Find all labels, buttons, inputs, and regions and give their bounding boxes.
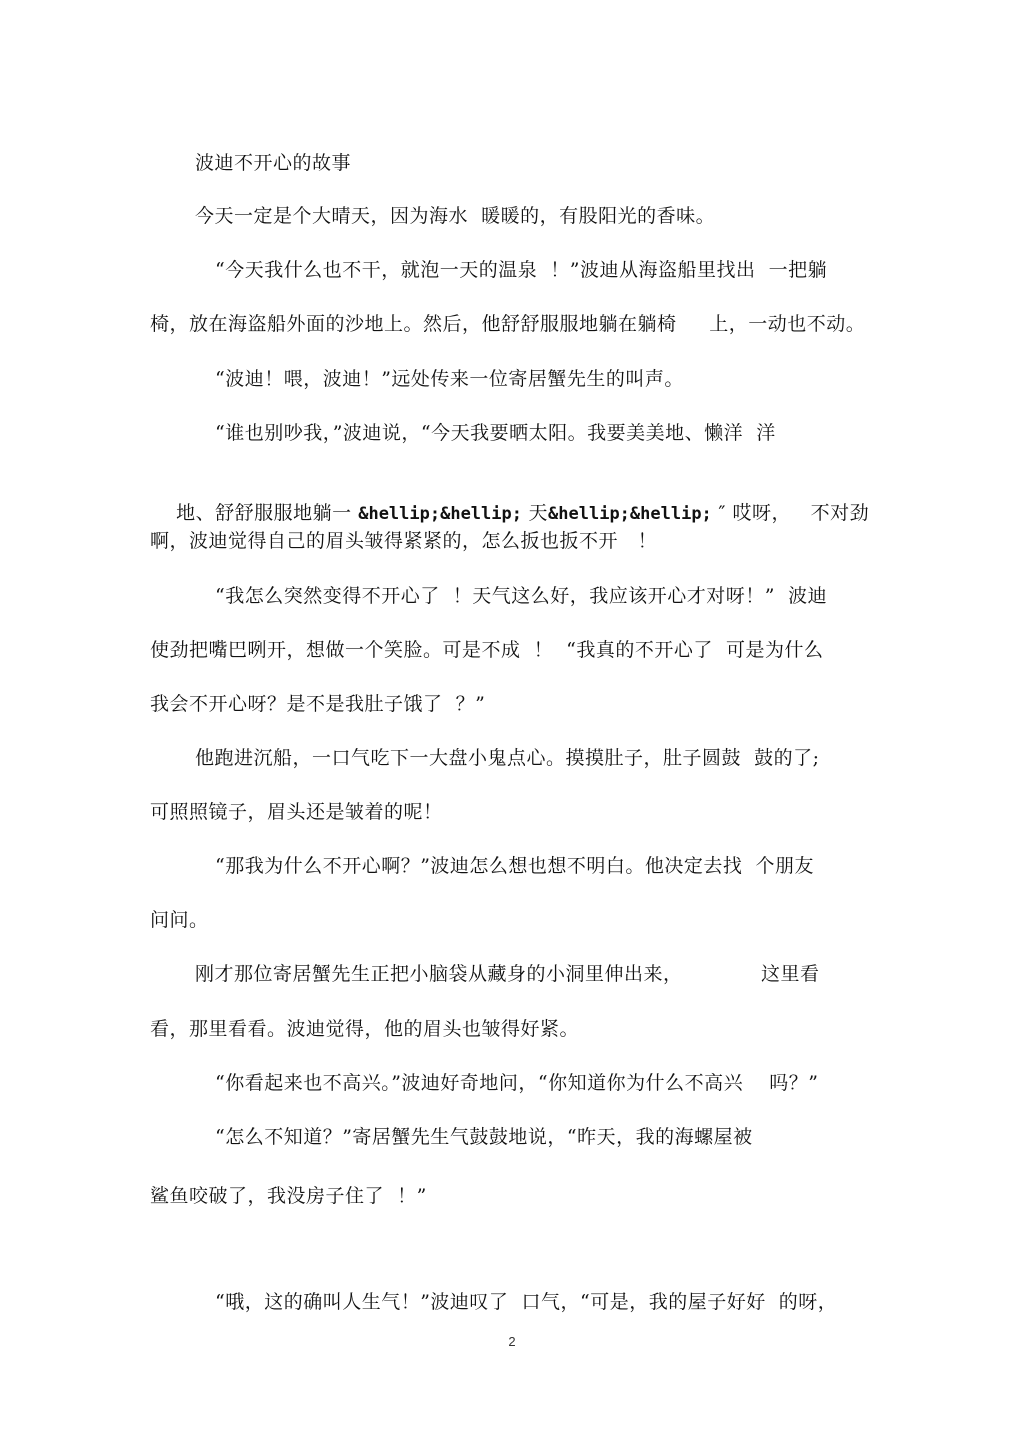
text-line: “波迪！喂，波迪！”远处传来一位寄居蟹先生的叫声。 xyxy=(215,368,684,390)
text-line: 使劲把嘴巴咧开，想做一个笑脸。可是不成 ！ “我真的不开心了 可是为什么 xyxy=(150,639,824,661)
entity-text: &hellip;&hellip; xyxy=(358,504,522,524)
text-segment: 天 xyxy=(521,502,549,524)
page-number: 2 xyxy=(508,1334,516,1349)
text-line: 我会不开心呀？是不是我肚子饿了 ？” xyxy=(150,693,486,715)
text-line: 刚才那位寄居蟹先生正把小脑袋从藏身的小洞里伸出来， 这里看 xyxy=(195,963,820,985)
text-line: “哦，这的确叫人生气！”波迪叹了 口气，“可是，我的屋子好好 的呀， xyxy=(215,1291,838,1313)
text-line: “怎么不知道？”寄居蟹先生气鼓鼓地说，“昨天，我的海螺屋被 xyxy=(215,1126,753,1148)
text-line: “谁也别吵我，”波迪说，“今天我要晒太阳。我要美美地、懒洋 洋 xyxy=(215,422,776,444)
text-line: 今天一定是个大晴天，因为海水 暖暖的，有股阳光的香味。 xyxy=(195,205,716,227)
entity-text: &hellip;&hellip; xyxy=(548,504,712,524)
text-line: 他跑进沉船，一口气吃下一大盘小鬼点心。摸摸肚子，肚子圆鼓 鼓的了; xyxy=(195,747,820,769)
text-line: 问问。 xyxy=(150,909,209,931)
text-line: “今天我什么也不干，就泡一天的温泉 ！”波迪从海盗船里找出 一把躺 xyxy=(215,259,828,281)
text-line: “你看起来也不高兴。”波迪好奇地问，“你知道你为什么不高兴 吗？” xyxy=(215,1072,819,1094)
document-title: 波迪不开心的故事 xyxy=(195,152,352,174)
text-line: 椅，放在海盗船外面的沙地上。然后，他舒舒服服地躺在躺椅 上，一动也不动。 xyxy=(150,313,866,335)
text-line: 看，那里看看。波迪觉得，他的眉头也皱得好紧。 xyxy=(150,1018,580,1040)
text-line: “那我为什么不开心啊？”波迪怎么想也想不明白。他决定去找 个朋友 xyxy=(215,855,815,877)
text-segment: 地、舒舒服服地躺一 xyxy=(176,502,359,524)
text-segment: ″ 哎呀， 不对劲 xyxy=(711,502,870,524)
text-line: “我怎么突然变得不开心了 ！天气这么好，我应该开心才对呀！” 波迪 xyxy=(215,585,828,607)
text-line: 鲨鱼咬破了，我没房子住了 ！” xyxy=(150,1185,427,1207)
text-line: 可照照镜子，眉头还是皱着的呢！ xyxy=(150,801,443,823)
text-line: 啊，波迪觉得自己的眉头皱得紧紧的，怎么扳也扳不开 ！ xyxy=(150,530,658,552)
